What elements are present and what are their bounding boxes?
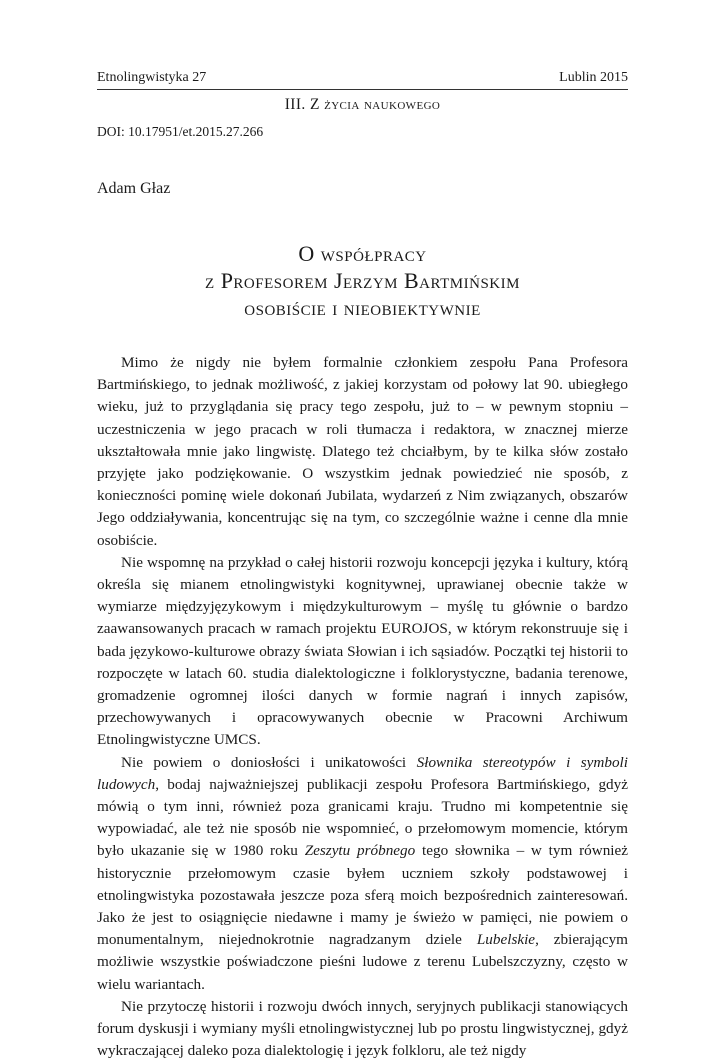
header-rule — [97, 89, 628, 90]
paragraph-3-text-d: , zbierającym możliwie wszystkie poświadczone pieśni ludowe z terenu Lubelszczyzny, często w wielu wariantach. — [97, 931, 628, 993]
title-line-3: osobiście i nieobiektywnie — [244, 295, 481, 320]
paragraph-2: Nie wspomnę na przykład o całej historii rozwoju koncepcji języka i kultury, którą określa się mianem etnolingwistyki kognitywnej, uprawianej obecnie także w wymiarze międzyjęzykowym i międzykulturowym – myślę tu głównie o bardzo zaawansowanych pracach w ramach projektu EUROJOS, w którym rekonstruuje się i bada językowo-kulturowe obrazy świata Słowian i ich sąsiadów. Początki tej historii to rozpoczęte w latach 60. studia dialektologiczne i folklorystyczne, badania terenowe, gromadzenie ogromnej ilości danych w formie nagrań i innych zapisów, przechowywanych i opracowywanych obecnie w Pracowni Archiwum Etnolingwistyczne UMCS. — [97, 553, 628, 749]
italic-title-lubelskie: Lubelskie — [476, 931, 536, 949]
paragraph-3-text-a: Nie powiem o doniosłości i unikatowości — [121, 753, 417, 771]
paragraph-3-text-c: tego słownika – w tym również historycznie przełomowym czasie byłem uczniem szkoły podstawowej i etnolingwistyka pozostawała jeszcze poza sferą moich bezpośrednich zainteresowań. Jako że jest to osiągnięcie niedawne i mamy je świeżo w pamięci, nie powiem o monumentalnym, niejednokrotnie nagradzanym dziele — [97, 842, 628, 949]
title-line-2: z Profesorem Jerzym Bartmińskim — [205, 268, 520, 293]
paragraph-4: Nie przytoczę historii i rozwoju dwóch innych, seryjnych publikacji stanowiących forum dyskusji i wymiany myśli etnolingwistycznej lub po prostu lingwistycznej, gdyż wykraczającej daleko poza dialektologię i język folkloru, ale też nigdy — [97, 997, 628, 1060]
running-header-place-year: Lublin 2015 — [559, 70, 628, 85]
paragraph-3 — [97, 752, 628, 996]
article-body — [97, 352, 628, 1063]
section-heading: III. Z życia naukowego — [284, 96, 441, 113]
italic-title-slownik: Słownika stereotypów i symboli ludowych — [97, 753, 628, 793]
author-name: Adam Głaz — [97, 180, 171, 197]
title-line-1: O współpracy — [298, 241, 427, 266]
article-title — [0, 240, 725, 321]
paragraph-1: Mimo że nigdy nie byłem formalnie członkiem zespołu Pana Profesora Bartmińskiego, to jednak możliwość, z jakiej korzystam od połowy lat 90. ubiegłego wieku, już to przyglądania się pracy tego zespołu, już to – w pewnym stopniu – uczestniczenia w jego pracach w roli tłumacza i redaktora, w znacznej mierze ukształtowała mnie jako lingwistę. Dlatego też chciałbym, by te kilka słów zostało przyjęte jako podziękowanie. O wszystkim jednak powiedzieć nie sposób, z konieczności pominę wiele dokonań Jubilata, wydarzeń z Nim związanych, obszarów Jego oddziaływania, koncentrując się na tym, co szczególnie ważne i cenne dla mnie osobiście. — [97, 354, 628, 549]
doi: DOI: 10.17951/et.2015.27.266 — [97, 124, 264, 139]
italic-title-zeszyt: Zeszytu próbnego — [304, 842, 416, 860]
running-header-journal: Etnolingwistyka 27 — [97, 70, 207, 85]
paragraph-3-text-b: , bodaj najważniejszej publikacji zespołu Profesora Bartmińskiego, gdyż mówią o tym inni, również poza granicami kraju. Trudno mi kompetentnie się wypowiadać, ale też nie sposób nie wspomnieć, o przełomowym momencie, którym było ukazanie się w 1980 roku — [97, 775, 628, 860]
